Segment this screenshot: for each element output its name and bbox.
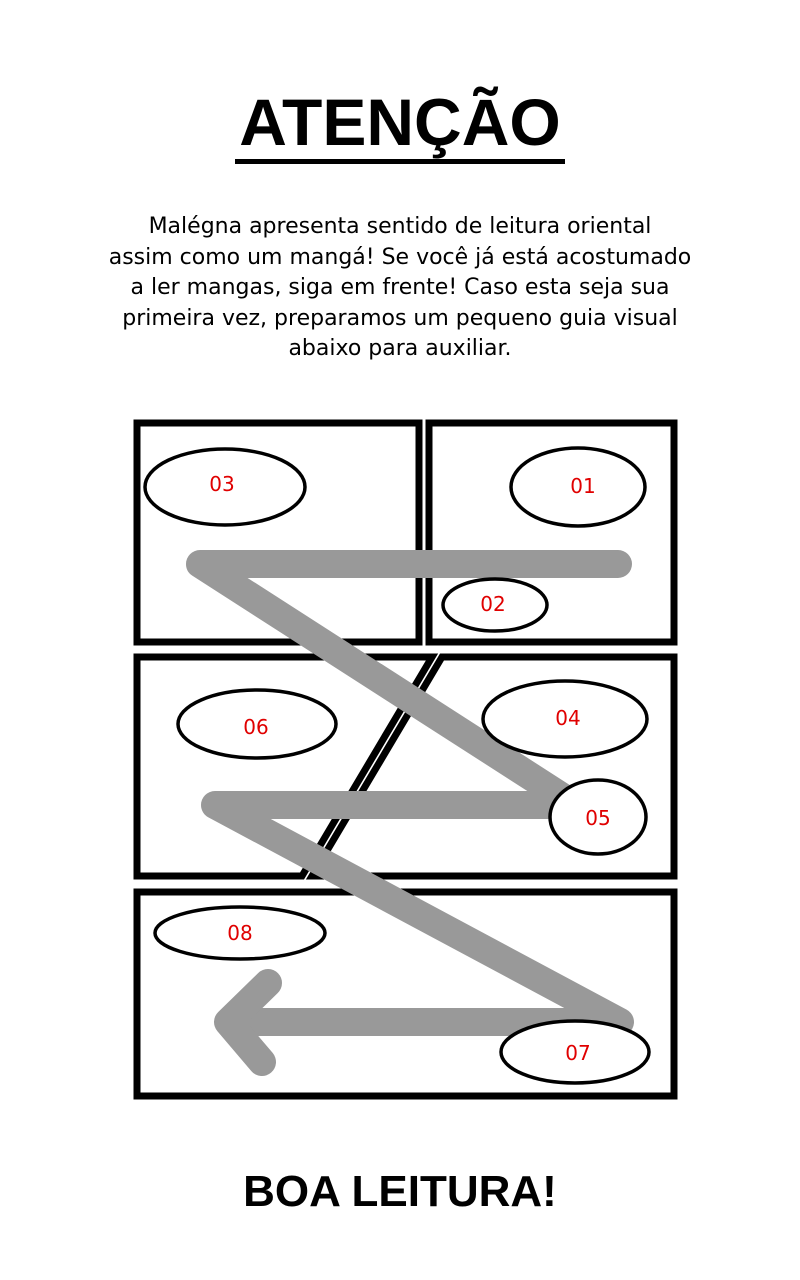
bubble-label-01: 01 [570,474,596,498]
bubble-label-02: 02 [480,592,506,616]
page-title: ATENÇÃO [0,82,800,164]
intro-text: Malégna apresenta sentido de leitura oriental assim como um mangá! Se você já está acostumado a ler mangas, siga em frente! Caso esta seja sua primeira vez, preparamos um pequeno guia visual abaixo para auxiliar. [108,214,692,361]
bubble-label-04: 04 [555,706,581,730]
bubble-label-03: 03 [209,472,235,496]
bubble-label-08: 08 [227,921,253,945]
bubble-label-07: 07 [565,1041,591,1065]
bubble-label-06: 06 [243,715,269,739]
bubble-label-05: 05 [585,806,611,830]
closing-message: BOA LEITURA! [243,1167,557,1216]
